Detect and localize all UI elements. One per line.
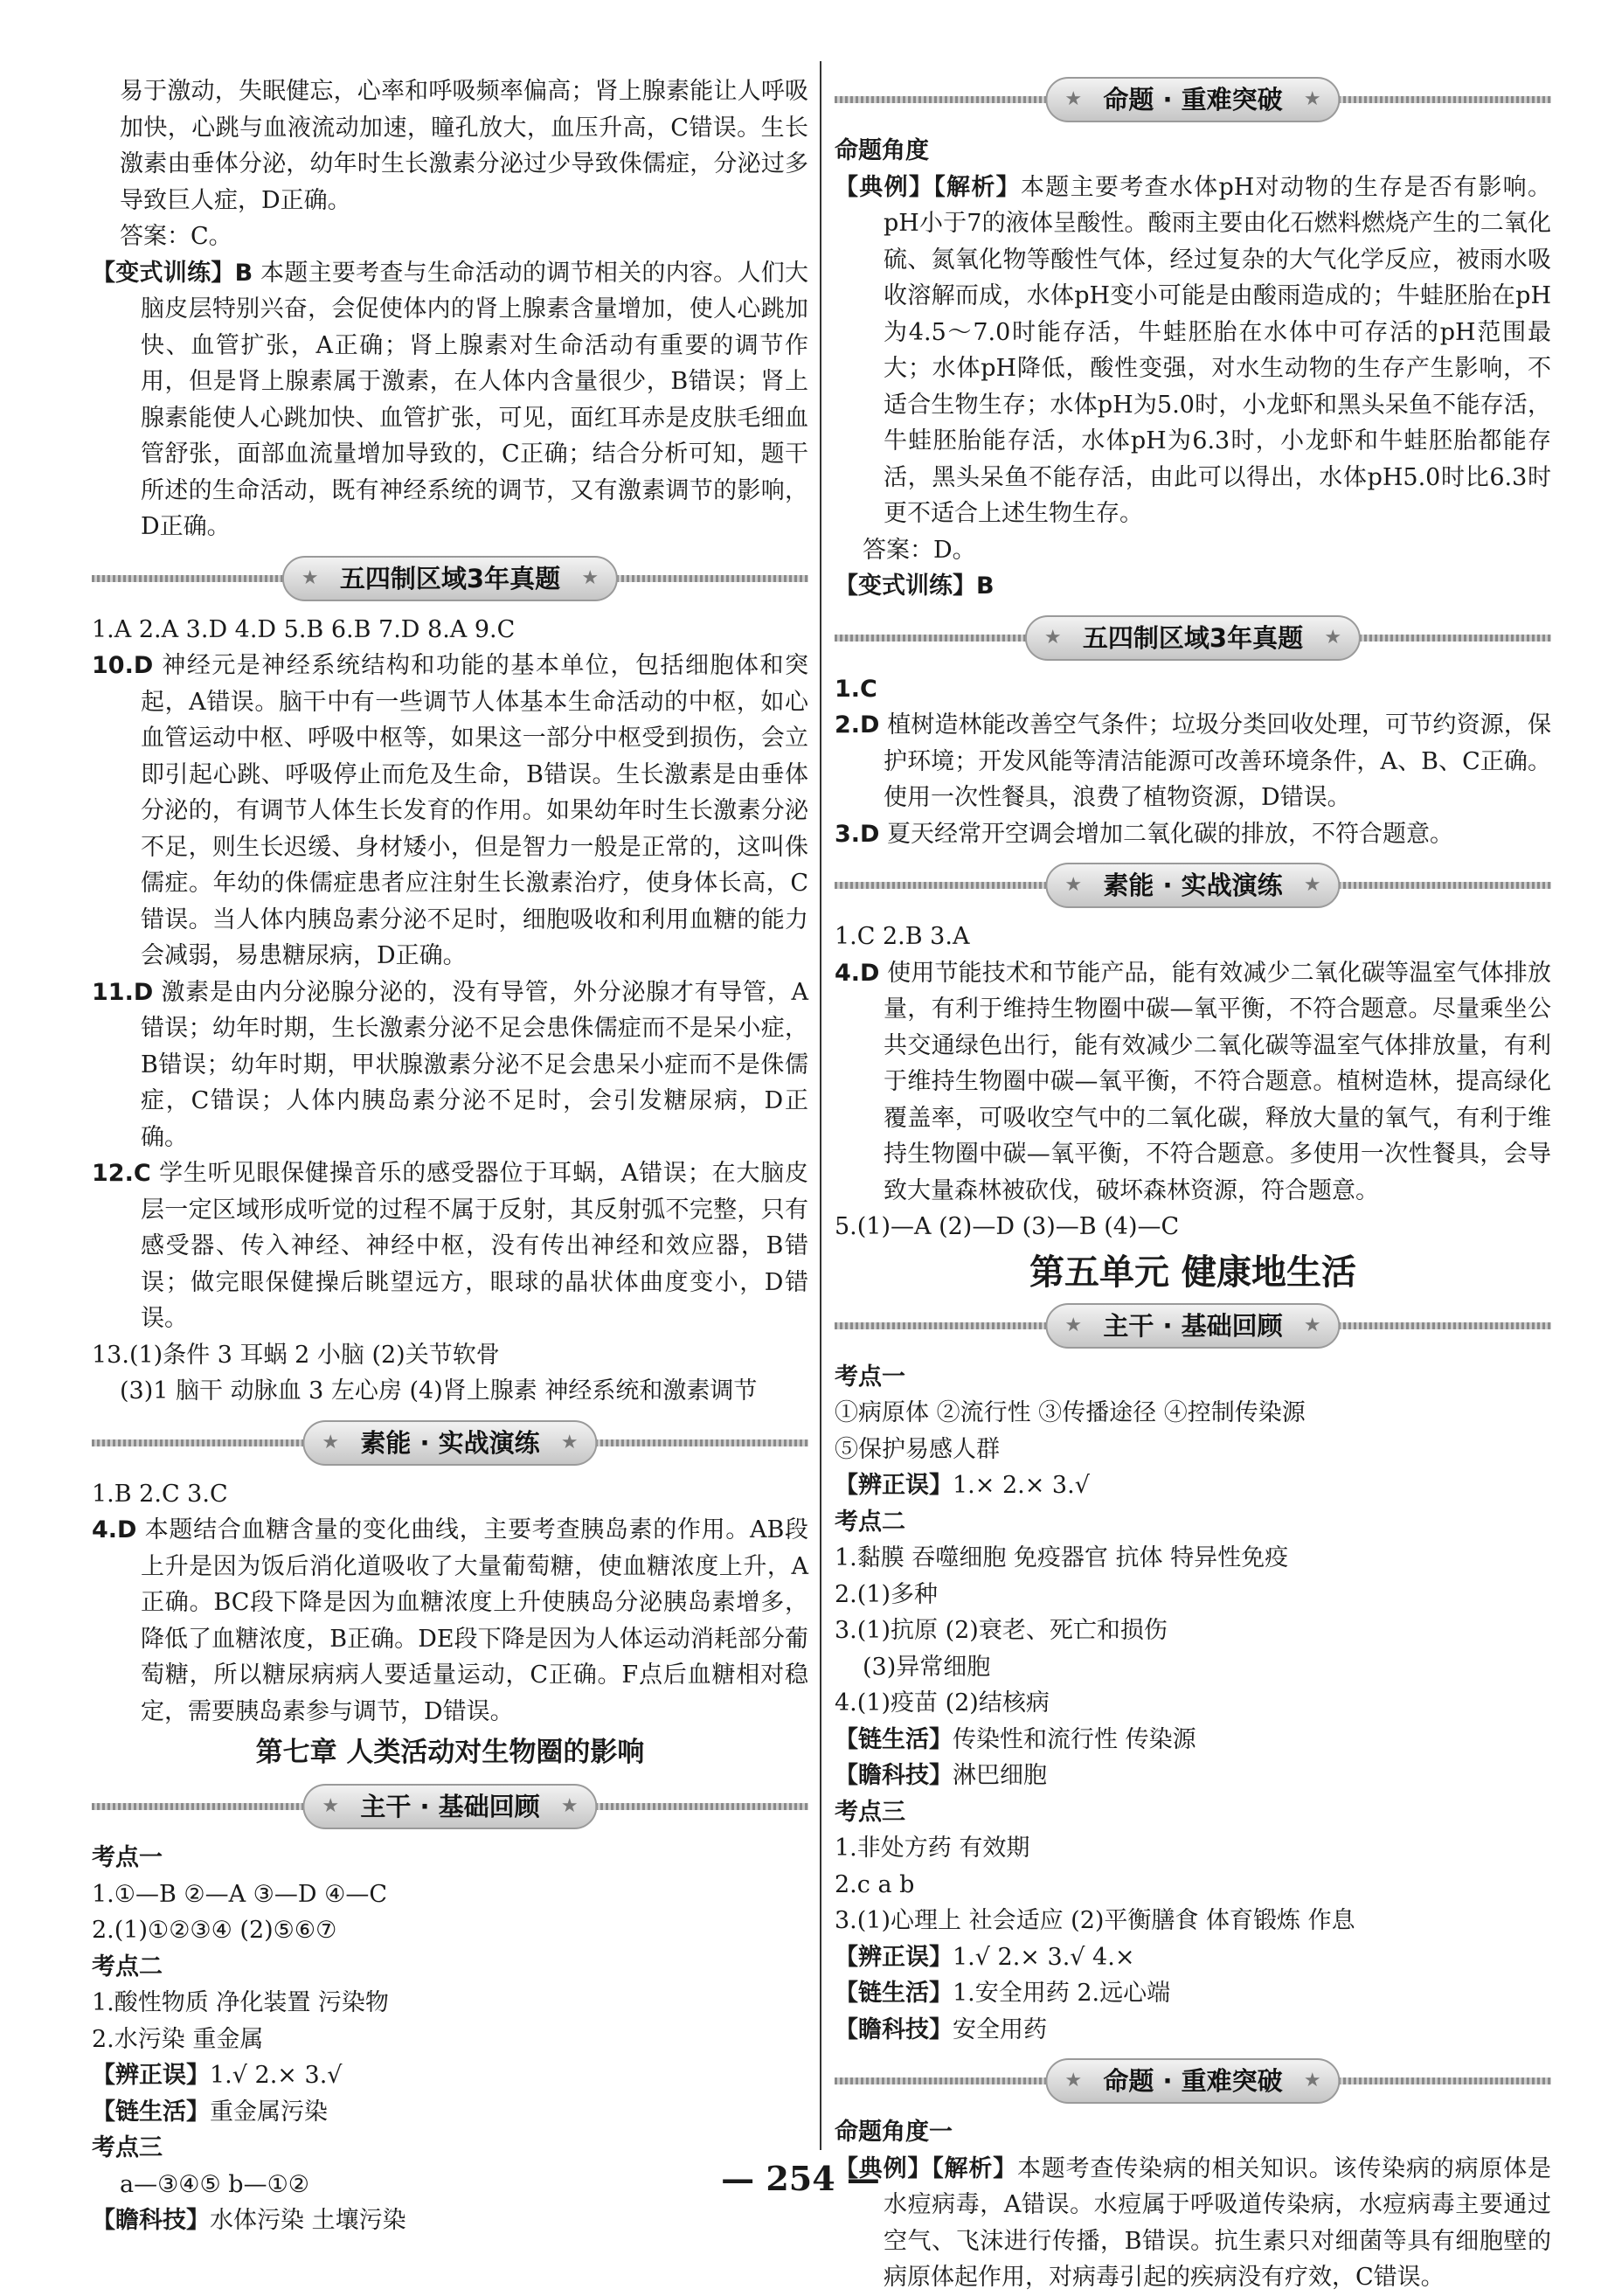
answer-line: 【瞻科技】淋巴细胞 [835,1762,1047,1789]
question-4: 4.D 使用节能技术和节能产品，能有效减少二氧化碳等温室气体排放量，有利于维持生物圈中碳—氧平衡，不符合题意。尽量乘坐公共交通绿色出行，能有效减少二氧化碳等温室气体排放量，有利于维持生物圈中碳—氧平衡，不符合题意。植树造林，提高绿化覆盖率，可吸收空气中的二氧化碳，释放大量的氧气，有利于维持生物圈中碳—氧平衡，不符合题意。多使用一次性餐具，会导致大量森林被砍伐，破坏森林资源，符合题意。 [835,959,1551,1204]
answer-line: (3)异常细胞 [863,1653,991,1681]
star-icon: ★ [1303,2070,1321,2091]
angle-heading: 命题角度一 [835,2119,953,2146]
answer-line: 【辨正误】1.√ 2.× 3.√ 4.× [835,1943,1135,1971]
star-icon: ★ [1043,626,1062,649]
answer-line: 1.非处方药 有效期 [835,1835,1030,1862]
banner-title: 主干 · 基础回顾 [360,1792,540,1821]
answer-line: 3.(1)抗原 (2)衰老、死亡和损伤 [835,1617,1168,1644]
section-banner [92,552,808,601]
star-icon: ★ [322,1431,340,1453]
answer-line: 2.(1)多种 [835,1580,939,1608]
answer-line: 2.c a b [835,1870,915,1898]
answer-line: 4.(1)疫苗 (2)结核病 [835,1689,1050,1717]
star-icon: ★ [560,1795,579,1817]
angle-heading: 命题角度 [835,137,929,164]
question-13-cont: (3)1 脑干 动脉血 3 左心房 (4)肾上腺素 神经系统和激素调节 [120,1377,758,1405]
section-banner [835,73,1551,122]
kaodian-heading: 考点三 [835,1798,905,1826]
answer-line: 【链生活】传染性和流行性 传染源 [835,1725,1196,1753]
answer-line: 【辨正误】1.× 2.× 3.√ [835,1472,1090,1499]
kaodian-heading: 考点二 [92,1953,163,1980]
answer-list: 1.C 2.B 3.A [835,923,970,950]
banner-title: 命题 · 重难突破 [1103,2066,1283,2096]
star-icon: ★ [1303,88,1321,110]
question-13: 13.(1)条件 3 耳蜗 2 小脑 (2)关节软骨 [92,1341,500,1369]
question-12: 12.C 学生听见眼保健操音乐的感受器位于耳蜗，A错误；在大脑皮层一定区域形成听觉的过程不属于反射，其反射弧不完整，只有感受器、传入神经、神经中枢，没有传出神经和效应器，B错误；做完眼保健操后眺望远方，眼球的晶状体曲度变小，D错误。 [92,1160,808,1332]
star-icon: ★ [560,1431,579,1453]
answer-line: 【链生活】重金属污染 [92,2098,328,2126]
kaodian-heading: 考点一 [835,1363,905,1391]
section-banner [835,612,1551,661]
section-banner [835,859,1551,908]
section-banner [92,1417,808,1466]
column-divider [820,61,821,2150]
star-icon: ★ [1064,88,1083,110]
answer-line: a—③④⑤ b—①② [120,2170,309,2198]
star-icon: ★ [1303,1314,1321,1336]
variant-training: 【变式训练】B 本题主要考查与生命活动的调节相关的内容。人们大脑皮层特别兴奋，会促使体内的肾上腺素含量增加，使人心跳加快、血管扩张，A正确；肾上腺素对生命活动有重要的调节作用，但是肾上腺素属于激素，在人体内含量很少，B错误；肾上腺素能使人心跳加快、血管扩张，可见，面红耳赤是皮肤毛细血管舒张，面部血流量增加导致的，C正确；结合分析可知，题干所述的生命活动，既有神经系统的调节，又有激素调节的影响，D正确。 [92,259,808,540]
page-number: — 254 — [721,2159,880,2198]
answer: 答案：D。 [863,536,976,564]
answer-list: 1.B 2.C 3.C [92,1480,228,1508]
answer-line: 1.①—B ②—A ③—D ④—C [92,1880,387,1908]
answer-line: 2.水污染 重金属 [92,2025,264,2053]
right-column [835,73,1551,2296]
banner-title: 五四制区域3年真题 [1082,622,1304,653]
kaodian-heading: 考点二 [835,1508,905,1536]
section-banner [835,1300,1551,1349]
answer-line: 5.(1)—A (2)—D (3)—B (4)—C [835,1213,1180,1240]
star-icon: ★ [1064,1314,1083,1336]
question-3: 3.D 夏天经常开空调会增加二氧化碳的排放，不符合题意。 [835,820,1454,848]
kaodian-heading: 考点三 [92,2134,163,2161]
unit-title: 第五单元 健康地生活 [1029,1252,1356,1293]
variant-training: 【变式训练】B [835,572,995,600]
answer-line: 3.(1)心理上 社会适应 (2)平衡膳食 体育锻炼 作息 [835,1907,1355,1934]
answer-line: 【辨正误】1.√ 2.× 3.√ [92,2062,343,2089]
answer: 答案：C。 [120,223,232,250]
star-icon: ★ [322,1795,340,1817]
answer-line: 2.(1)①②③④ (2)⑤⑥⑦ [92,1917,337,1944]
paragraph: 易于激动，失眠健忘，心率和呼吸频率偏高；肾上腺素能让人呼吸加快，心跳与血液流动加速，瞳孔放大，血压升高，C错误。生长激素由垂体分泌，幼年时生长激素分泌过少导致侏儒症，分泌过多导致巨人症，D正确。 [120,78,808,214]
example-analysis: 【典例】【解析】本题主要考查水体pH对动物的生存是否有影响。pH小于7的液体呈酸性。酸雨主要由化石燃料燃烧产生的二氧化硫、氮氧化物等酸性气体，经过复杂的大气化学反应，被雨水吸收溶解而成，水体pH变小可能是由酸雨造成的；牛蛙胚胎在pH为4.5～7.0时能存活，牛蛙胚胎在水体中可存活的pH范围最大；水体pH降低，酸性变强，对水生动物的生存产生影响，不适合生物生存；水体pH为5.0时，小龙虾和黑头呆鱼不能存活，牛蛙胚胎能存活，水体pH为6.3时，小龙虾和牛蛙胚胎都能存活，黑头呆鱼不能存活，由此可以得出，水体pH5.0时比6.3时更不适合上述生物生存。 [835,173,1551,527]
answer-line: 【瞻科技】水体污染 土壤污染 [92,2207,406,2234]
answer-line: 1.黏膜 吞噬细胞 免疫器官 抗体 特异性免疫 [835,1544,1289,1571]
kaodian-heading: 考点一 [92,1844,163,1871]
star-icon: ★ [301,566,319,589]
banner-title: 素能 · 实战演练 [360,1427,540,1458]
answer-line: 【链生活】1.安全用药 2.远心端 [835,1980,1171,2007]
star-icon: ★ [1324,626,1342,649]
answer-line: 1.酸性物质 净化装置 污染物 [92,1989,389,2016]
question-2: 2.D 植树造林能改善空气条件；垃圾分类回收处理，可节约资源，保护环境；开发风能等清洁能源可改善环境条件，A、B、C正确。使用一次性餐具，浪费了植物资源，D错误。 [835,711,1551,811]
star-icon: ★ [1303,874,1321,896]
question-11: 11.D 激素是由内分泌腺分泌的，没有导管，外分泌腺才有导管，A错误；幼年时期，生长激素分泌不足会患侏儒症而不是呆小症，B错误；幼年时期，甲状腺激素分泌不足会患呆小症而不是侏儒症，C错误；人体内胰岛素分泌不足时，会引发糖尿病，D正确。 [92,978,808,1151]
chapter-title: 第七章 人类活动对生物圈的影响 [255,1737,645,1768]
banner-title: 命题 · 重难突破 [1103,85,1283,114]
left-column [92,73,808,2239]
question-10: 10.D 神经元是神经系统结构和功能的基本单位，包括细胞体和突起，A错误。脑干中有一些调节人体基本生命活动的中枢，如心血管运动中枢、呼吸中枢等，如果这一部分中枢受到损伤，会立即引起心跳、呼吸停止而危及生命，B错误。生长激素是由垂体分泌的，有调节人体生长发育的作用。如果幼年时生长激素分泌不足，则生长迟缓、身材矮小，但是智力一般是正常的，这叫侏儒症。年幼的侏儒症患者应注射生长激素治疗，使身体长高，C错误。当人体内胰岛素分泌不足时，细胞吸收和利用血糖的能力会减弱，易患糖尿病，D正确。 [92,652,808,969]
star-icon: ★ [1064,2070,1083,2091]
banner-title: 素能 · 实战演练 [1103,871,1283,900]
section-banner [835,2055,1551,2104]
answer-line: ⑤保护易感人群 [835,1435,1000,1463]
answer-line: 【瞻科技】安全用药 [835,2015,1047,2043]
answer-line: 1.C [835,675,877,703]
variant-tag: 【变式训练】B [92,259,253,287]
answer-list: 1.A 2.A 3.D 4.D 5.B 6.B 7.D 8.A 9.C [92,615,516,643]
banner-title: 五四制区域3年真题 [339,563,561,593]
question-4: 4.D 本题结合血糖含量的变化曲线，主要考查胰岛素的作用。AB段上升是因为饭后消化道吸收了大量葡萄糖，使血糖浓度上升，A正确。BC段下降是因为血糖浓度上升使胰岛分泌胰岛素增多，降低了血糖浓度，B正确。DE段下降是因为人体运动消耗部分葡萄糖，所以糖尿病病人要适量运动，C正确。F点后血糖相对稳定，需要胰岛素参与调节，D错误。 [92,1516,808,1725]
star-icon: ★ [1064,874,1083,896]
banner-title: 主干 · 基础回顾 [1103,1310,1283,1341]
example-analysis: 【典例】【解析】本题考查传染病的相关知识。该传染病的病原体是水痘病毒，A错误。水痘属于呼吸道传染病，水痘病毒主要通过空气、飞沫进行传播，B错误。抗生素只对细菌等具有细胞壁的病原体起作用，对病毒引起的疾病没有疗效，C错误。 [835,2154,1552,2291]
star-icon: ★ [581,566,600,589]
answer-line: ①病原体 ②流行性 ③传播途径 ④控制传染源 [835,1399,1306,1426]
section-banner [92,1780,808,1829]
